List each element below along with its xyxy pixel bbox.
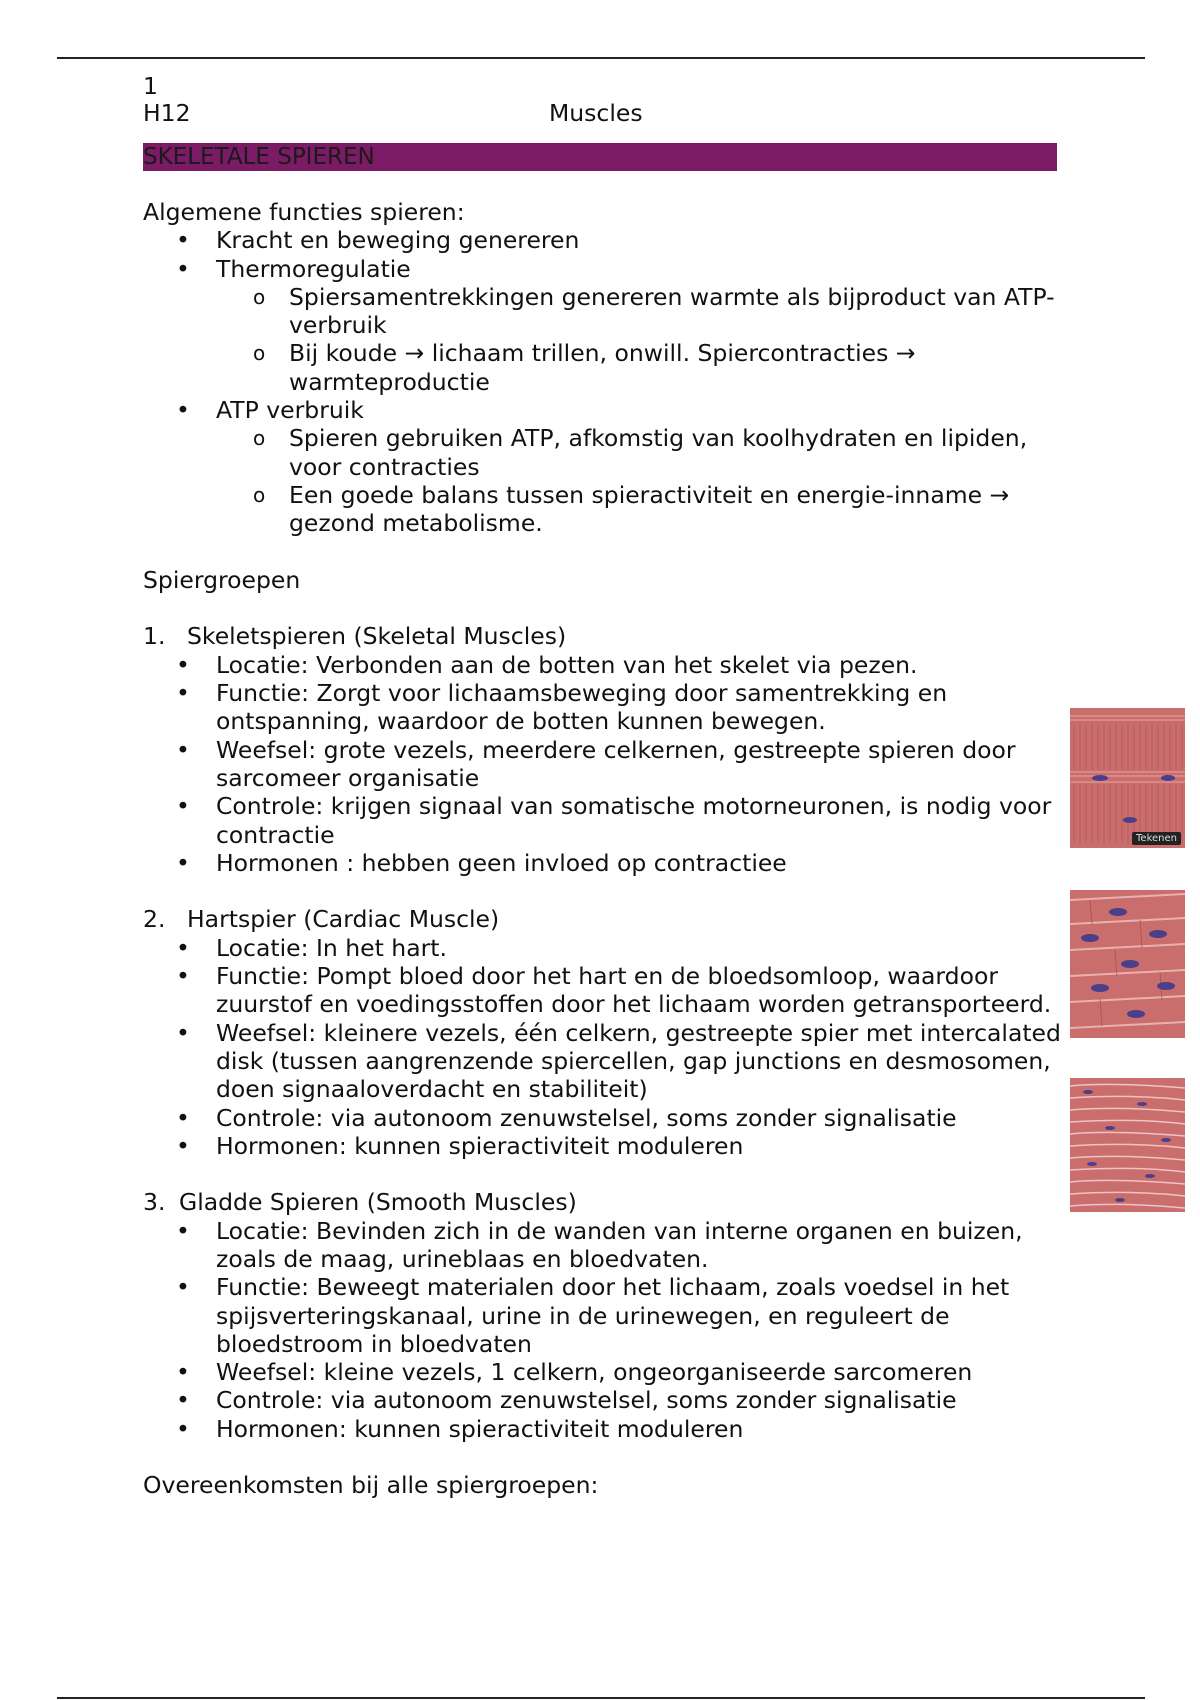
- document-body: [143, 198, 1063, 1500]
- group-heading-cardiac: [143, 905, 1063, 933]
- functions-list: [143, 226, 1063, 537]
- list-item: • Functie: Beweegt materialen door het lichaam, zoals voedsel in het spijsverteringskanaal, urine in de urinewegen, en reguleert de bloedstroom in bloedvaten: [143, 1273, 1063, 1358]
- list-item: • Weefsel: grote vezels, meerdere celkernen, gestreepte spieren door sarcomeer organisatie: [143, 736, 1063, 793]
- list-item: • Functie: Zorgt voor lichaamsbeweging door samentrekking en ontspanning, waardoor de botten kunnen bewegen.: [143, 679, 1063, 736]
- group-list-cardiac: [143, 934, 1063, 1160]
- group-number: 1.: [143, 622, 166, 651]
- list-item: • Weefsel: kleinere vezels, één celkern, gestreepte spier met intercalated disk (tussen aangrenzende spiercellen, gap junctions en desmosomen, doen signaaloverdacht en stabiliteit): [143, 1019, 1063, 1104]
- sub-list-item: o Spieren gebruiken ATP, afkomstig van koolhydraten en lipiden, voor contracties: [143, 424, 1063, 481]
- group-list-smooth: [143, 1217, 1063, 1443]
- top-rule: [57, 57, 1145, 59]
- image-caption: Tekenen: [1132, 832, 1181, 845]
- list-item: • Kracht en beweging genereren: [143, 226, 1063, 254]
- page-title: Muscles: [549, 99, 643, 127]
- group-title: Skeletspieren (Skeletal Muscles): [187, 622, 567, 651]
- list-item: • Hormonen: kunnen spieractiviteit moduleren: [143, 1132, 1063, 1160]
- group-heading-skeletal: [143, 622, 1063, 650]
- list-item: • Locatie: Verbonden aan de botten van het skelet via pezen.: [143, 651, 1063, 679]
- sub-list-item: o Spiersamentrekkingen genereren warmte als bijproduct van ATP-verbruik: [143, 283, 1063, 340]
- list-item: • Thermoregulatie: [143, 255, 1063, 283]
- list-item: • Hormonen : hebben geen invloed op contractiee: [143, 849, 1063, 877]
- list-item: • Hormonen: kunnen spieractiviteit moduleren: [143, 1415, 1063, 1443]
- section-banner: SKELETALE SPIEREN: [143, 143, 1057, 171]
- sub-list-item: o Bij koude → lichaam trillen, onwill. Spiercontracties → warmteproductie: [143, 339, 1063, 396]
- list-item: • ATP verbruik: [143, 396, 1063, 424]
- cardiac-muscle-image: [1070, 890, 1185, 1038]
- group-number: 2.: [143, 905, 166, 934]
- groups-heading: Spiergroepen: [143, 565, 301, 594]
- list-item: • Controle: krijgen signaal van somatische motorneuronen, is nodig voor contractie: [143, 792, 1063, 849]
- skeletal-muscle-image: [1070, 708, 1185, 848]
- bottom-rule: [57, 1697, 1145, 1699]
- closing-heading: Overeenkomsten bij alle spiergroepen:: [143, 1471, 599, 1500]
- group-heading-smooth: [143, 1188, 1063, 1216]
- group-title: Hartspier (Cardiac Muscle): [187, 905, 500, 934]
- functions-heading: Algemene functies spieren:: [143, 198, 465, 226]
- sub-list-item: o Een goede balans tussen spieractiviteit en energie-inname → gezond metabolisme.: [143, 481, 1063, 538]
- list-item: • Controle: via autonoom zenuwstelsel, soms zonder signalisatie: [143, 1104, 1063, 1132]
- group-title: Gladde Spieren (Smooth Muscles): [179, 1188, 577, 1217]
- list-item: • Locatie: In het hart.: [143, 934, 1063, 962]
- smooth-muscle-image: [1070, 1078, 1185, 1212]
- list-item: • Locatie: Bevinden zich in de wanden van interne organen en buizen, zoals de maag, urineblaas en bloedvaten.: [143, 1217, 1063, 1274]
- group-list-skeletal: [143, 651, 1063, 877]
- page-number: 1: [143, 72, 158, 100]
- list-item: • Functie: Pompt bloed door het hart en de bloedsomloop, waardoor zuurstof en voedingsstoffen door het lichaam worden getransporteerd.: [143, 962, 1063, 1019]
- list-item: • Weefsel: kleine vezels, 1 celkern, ongeorganiseerde sarcomeren: [143, 1358, 1063, 1386]
- group-number: 3.: [143, 1188, 166, 1217]
- page-header: [143, 99, 1043, 127]
- chapter-label: H12: [143, 99, 191, 127]
- list-item: • Controle: via autonoom zenuwstelsel, soms zonder signalisatie: [143, 1386, 1063, 1414]
